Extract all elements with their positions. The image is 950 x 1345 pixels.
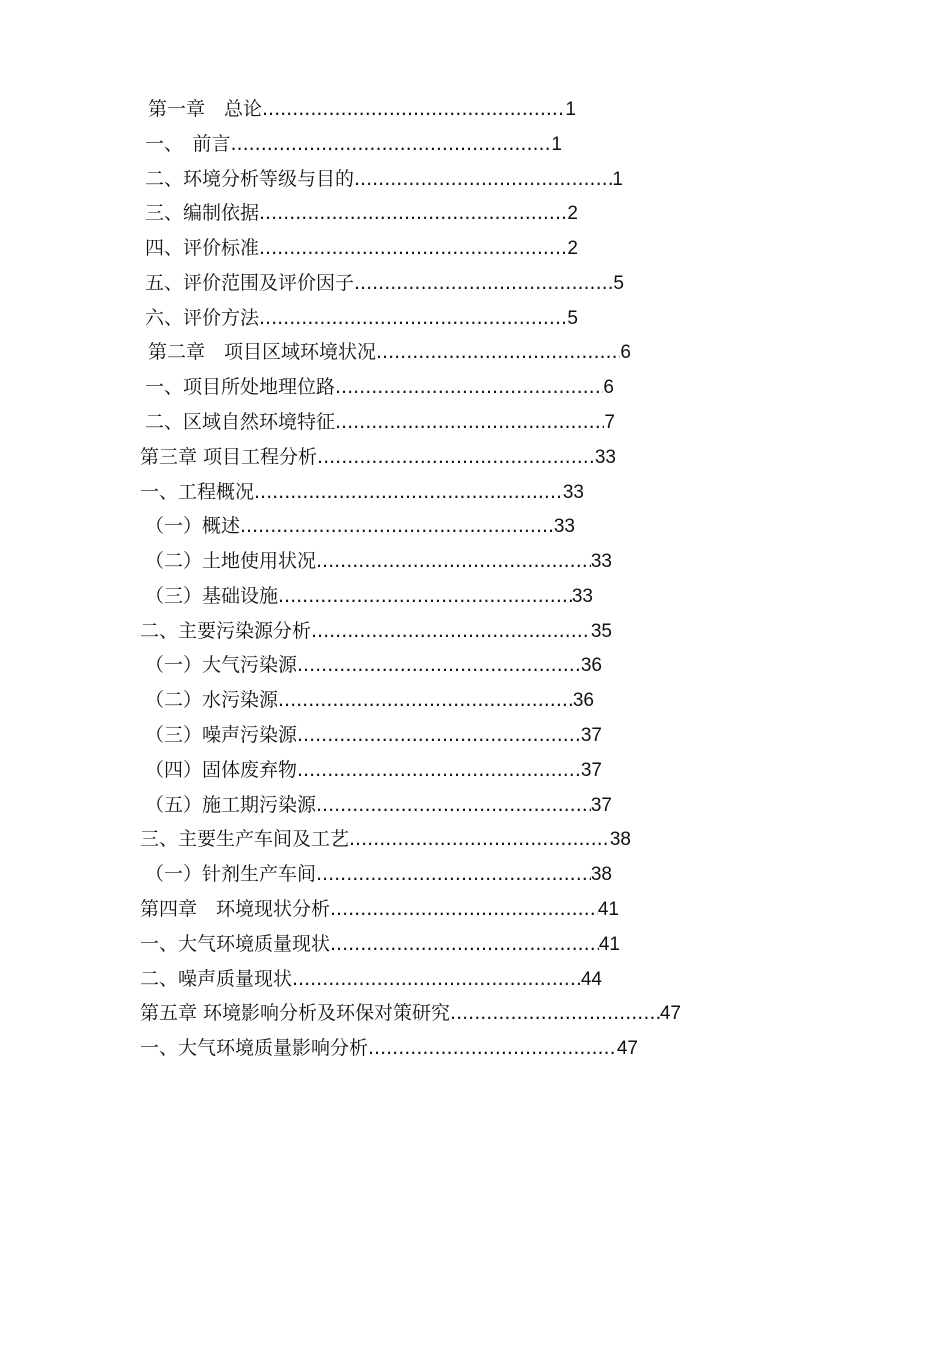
- toc-entry-page-number: 47: [659, 1003, 681, 1024]
- toc-entry-page-number: 37: [580, 725, 602, 746]
- toc-entry-page-number: 1: [551, 134, 562, 155]
- toc-entry[interactable]: [140, 998, 681, 1028]
- toc-dot-leader: [354, 268, 613, 298]
- toc-dot-leader: [330, 894, 598, 924]
- toc-dot-leader: [262, 94, 565, 124]
- toc-entry-page-number: 36: [572, 690, 594, 711]
- toc-entry[interactable]: [145, 755, 602, 785]
- toc-entry-title: 第二章 项目区域环境状况: [148, 341, 377, 363]
- toc-entry-title: （五）施工期污染源: [145, 794, 317, 816]
- toc-entry-title: （二）土地使用状况: [145, 550, 317, 572]
- toc-dot-leader: [278, 581, 572, 611]
- toc-entry-page-number: 7: [604, 412, 615, 433]
- toc-entry-title: （三）噪声污染源: [145, 724, 298, 746]
- toc-entry-title: 五、评价范围及评价因子: [145, 272, 355, 294]
- toc-entry[interactable]: [140, 477, 584, 507]
- toc-dot-leader: [349, 824, 610, 854]
- toc-entry-page-number: 37: [580, 760, 602, 781]
- toc-entry[interactable]: [140, 442, 616, 472]
- toc-dot-leader: [297, 650, 581, 680]
- toc-entry[interactable]: [140, 824, 631, 854]
- toc-entry[interactable]: [145, 685, 594, 715]
- toc-entry-page-number: 1: [565, 99, 576, 120]
- toc-entry-page-number: 37: [590, 795, 612, 816]
- toc-dot-leader: [317, 442, 595, 472]
- toc-entry-title: 六、评价方法: [145, 307, 260, 329]
- toc-entry[interactable]: [145, 268, 624, 298]
- toc-entry[interactable]: [145, 581, 593, 611]
- toc-entry-title: 一、大气环境质量现状: [140, 933, 331, 955]
- toc-entry-title: 第五章 环境影响分析及环保对策研究: [140, 1002, 451, 1024]
- toc-dot-leader: [292, 964, 581, 994]
- toc-entry[interactable]: [145, 511, 575, 541]
- toc-dot-leader: [354, 164, 612, 194]
- toc-dot-leader: [278, 685, 573, 715]
- toc-entry-title: 第三章 项目工程分析: [140, 446, 318, 468]
- toc-entry-page-number: 2: [567, 238, 578, 259]
- toc-dot-leader: [335, 407, 604, 437]
- toc-dot-leader: [259, 233, 567, 263]
- toc-entry-page-number: 6: [620, 342, 631, 363]
- toc-dot-leader: [254, 477, 563, 507]
- toc-entry[interactable]: [140, 616, 612, 646]
- toc-entry[interactable]: [145, 372, 614, 402]
- toc-entry-title: 二、主要污染源分析: [140, 620, 312, 642]
- toc-entry-title: （二）水污染源: [145, 689, 279, 711]
- toc-entry[interactable]: [145, 720, 602, 750]
- toc-entry[interactable]: [145, 650, 602, 680]
- toc-entry-page-number: 41: [597, 899, 619, 920]
- toc-entry-page-number: 36: [580, 655, 602, 676]
- toc-entry-title: 一、工程概况: [140, 481, 255, 503]
- toc-dot-leader: [259, 198, 567, 228]
- toc-entry-title: （一）概述: [145, 515, 241, 537]
- toc-entry-title: 四、评价标准: [145, 237, 260, 259]
- toc-entry-title: 第四章 环境现状分析: [140, 898, 331, 920]
- toc-entry-page-number: 44: [580, 969, 602, 990]
- toc-entry-title: 一、项目所处地理位路: [145, 376, 336, 398]
- toc-dot-leader: [316, 790, 591, 820]
- toc-entry-page-number: 35: [590, 621, 612, 642]
- toc-dot-leader: [259, 303, 567, 333]
- toc-entry-page-number: 33: [562, 482, 584, 503]
- toc-entry[interactable]: [145, 546, 612, 576]
- toc-entry[interactable]: [140, 1033, 638, 1063]
- toc-entry-title: （三）基础设施: [145, 585, 279, 607]
- toc-entry[interactable]: [145, 233, 578, 263]
- toc-dot-leader: [231, 129, 552, 159]
- toc-dot-leader: [316, 859, 591, 889]
- toc-entry[interactable]: [145, 407, 615, 437]
- toc-dot-leader: [335, 372, 603, 402]
- toc-entry[interactable]: [140, 894, 619, 924]
- toc-dot-leader: [368, 1033, 617, 1063]
- toc-entry-page-number: 41: [598, 934, 620, 955]
- toc-entry-page-number: 38: [590, 864, 612, 885]
- toc-dot-leader: [450, 998, 660, 1028]
- toc-entry[interactable]: [148, 94, 576, 124]
- toc-entry-page-number: 5: [567, 308, 578, 329]
- toc-dot-leader: [316, 546, 591, 576]
- toc-entry[interactable]: [140, 964, 602, 994]
- toc-entry-page-number: 2: [567, 203, 578, 224]
- toc-entry[interactable]: [140, 929, 620, 959]
- toc-entry-title: （一）针剂生产车间: [145, 863, 317, 885]
- toc-entry-page-number: 33: [571, 586, 593, 607]
- toc-dot-leader: [376, 337, 620, 367]
- toc-entry[interactable]: [145, 790, 612, 820]
- toc-dot-leader: [311, 616, 591, 646]
- toc-entry-title: 一、 前言: [145, 133, 231, 155]
- toc-entry-title: （一）大气污染源: [145, 654, 298, 676]
- toc-entry-title: （四）固体废弃物: [145, 759, 298, 781]
- toc-entry-title: 二、噪声质量现状: [140, 968, 293, 990]
- toc-entry-page-number: 5: [613, 273, 624, 294]
- toc-entry-title: 三、编制依据: [145, 202, 260, 224]
- toc-entry-page-number: 33: [594, 447, 616, 468]
- toc-dot-leader: [297, 755, 581, 785]
- toc-entry-page-number: 1: [612, 169, 623, 190]
- toc-entry[interactable]: [145, 303, 578, 333]
- toc-entry[interactable]: [145, 164, 623, 194]
- toc-dot-leader: [297, 720, 581, 750]
- toc-entry-title: 二、环境分析等级与目的: [145, 168, 355, 190]
- toc-dot-leader: [240, 511, 554, 541]
- toc-entry-page-number: 6: [603, 377, 614, 398]
- toc-entry[interactable]: [145, 198, 578, 228]
- toc-entry[interactable]: [145, 129, 562, 159]
- toc-entry-title: 第一章 总论: [148, 98, 263, 120]
- toc-entry-page-number: 47: [616, 1038, 638, 1059]
- toc-entry-page-number: 33: [590, 551, 612, 572]
- toc-entry[interactable]: [145, 859, 612, 889]
- toc-entry-title: 三、主要生产车间及工艺: [140, 828, 350, 850]
- toc-entry[interactable]: [148, 337, 631, 367]
- toc-entry-title: 二、区域自然环境特征: [145, 411, 336, 433]
- toc-entry-title: 一、大气环境质量影响分析: [140, 1037, 369, 1059]
- toc-entry-page-number: 38: [609, 829, 631, 850]
- toc-dot-leader: [330, 929, 599, 959]
- toc-entry-page-number: 33: [553, 516, 575, 537]
